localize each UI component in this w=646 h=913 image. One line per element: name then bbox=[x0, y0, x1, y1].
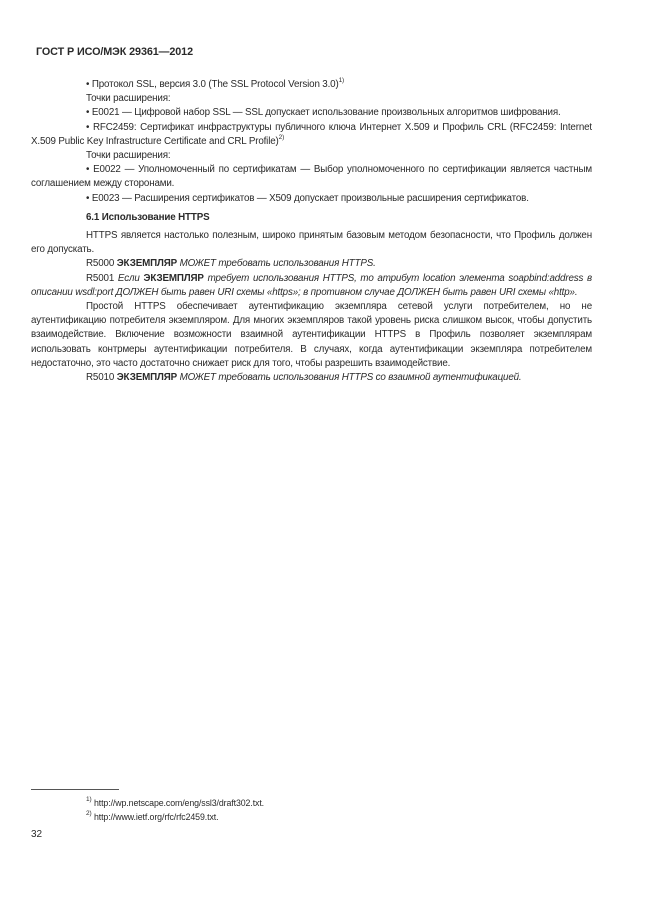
paragraph-extension-points: Точки расширения: bbox=[86, 93, 171, 105]
paragraph-https-intro: HTTPS является настолько полезным, широко принятым базовым методом безопасности, что Профиль должен его допускать. bbox=[31, 230, 592, 256]
paragraph-e0022: • E0022 — Уполномоченный по сертификатам — Выбор уполномоченного по сертификации является частным соглашением между сторонами. bbox=[31, 164, 592, 190]
footnote-1: $^{1)}$ http://wp.netscape.com/eng/ssl3/draft302.txt. bbox=[86, 796, 265, 808]
section-heading: 6.1 Использование HTTPS bbox=[86, 211, 210, 223]
paragraph-e0021: • E0021 — Цифровой набор SSL — SSL допускает использование произвольных алгоритмов шифрования. bbox=[86, 107, 561, 119]
page-number: 32 bbox=[31, 829, 43, 840]
requirement-r5010: R5010 ЭКЗЕМПЛЯР МОЖЕТ требовать использования HTTPS со взаимной аутентификацией. bbox=[86, 372, 522, 384]
footnotes bbox=[86, 797, 264, 824]
document-body bbox=[31, 78, 592, 385]
footnote-2-link[interactable]: http://www.ietf.org/rfc/rfc2459.txt. bbox=[93, 811, 219, 822]
footnote-ref-2[interactable]: 2) bbox=[278, 133, 285, 141]
paragraph-e0023: • E0023 — Расширения сертификатов — X509 допускает произвольные расширения сертификатов. bbox=[86, 192, 529, 204]
paragraph-extension-points-2: Точки расширения: bbox=[86, 150, 171, 162]
paragraph-https-auth: Простой HTTPS обеспечивает аутентификацию экземпляра сетевой услуги потребителем, но не аутентификацию потребителя экземпляром. Для многих экземпляров такой уровень риска слишком высок, чтобы допустить взаимодействие. Включение возможности взаимной аутентификации HTTPS в Профиль позволяет экземплярам использовать контрмеры аутентификации потребителя. В случаях, когда аутентификации экземпляра потребителем недостаточно, это часто достаточно снижает риск для того, чтобы разрешить взаимодействие. bbox=[31, 301, 592, 369]
paragraph-ssl-protocol: • Протокол SSL, версия 3.0 (The SSL Protocol Version 3.0)$^{1)}$ bbox=[86, 76, 345, 90]
footnote-separator bbox=[31, 789, 119, 790]
paragraph-rfc2459: • RFC2459: Сертификат инфраструктуры публичного ключа Интернет X.509 и Профиль CRL (RFC2459: Internet X.509 Public Key Infrastructure Certificate and CRL Profile)$^{2)}$ bbox=[31, 121, 592, 147]
requirement-r5001: R5001 Если ЭКЗЕМПЛЯР требует использования HTTPS, то атрибут location элемента soapbind:address в описании wsdl:port ДОЛЖЕН быть равен URI схемы «https»; в противном случае ДОЛЖЕН быть равен URI схемы «http». bbox=[31, 272, 592, 298]
footnote-ref-1[interactable]: 1) bbox=[338, 76, 345, 84]
page-header: ГОСТ Р ИСО/МЭК 29361—2012 bbox=[36, 46, 193, 58]
footnote-2: $^{2)}$ http://www.ietf.org/rfc/rfc2459.txt. bbox=[86, 809, 219, 822]
footnote-1-link[interactable]: http://wp.netscape.com/eng/ssl3/draft302.txt. bbox=[93, 798, 265, 808]
requirement-r5000: R5000 ЭКЗЕМПЛЯР МОЖЕТ требовать использования HTTPS. bbox=[86, 258, 376, 270]
